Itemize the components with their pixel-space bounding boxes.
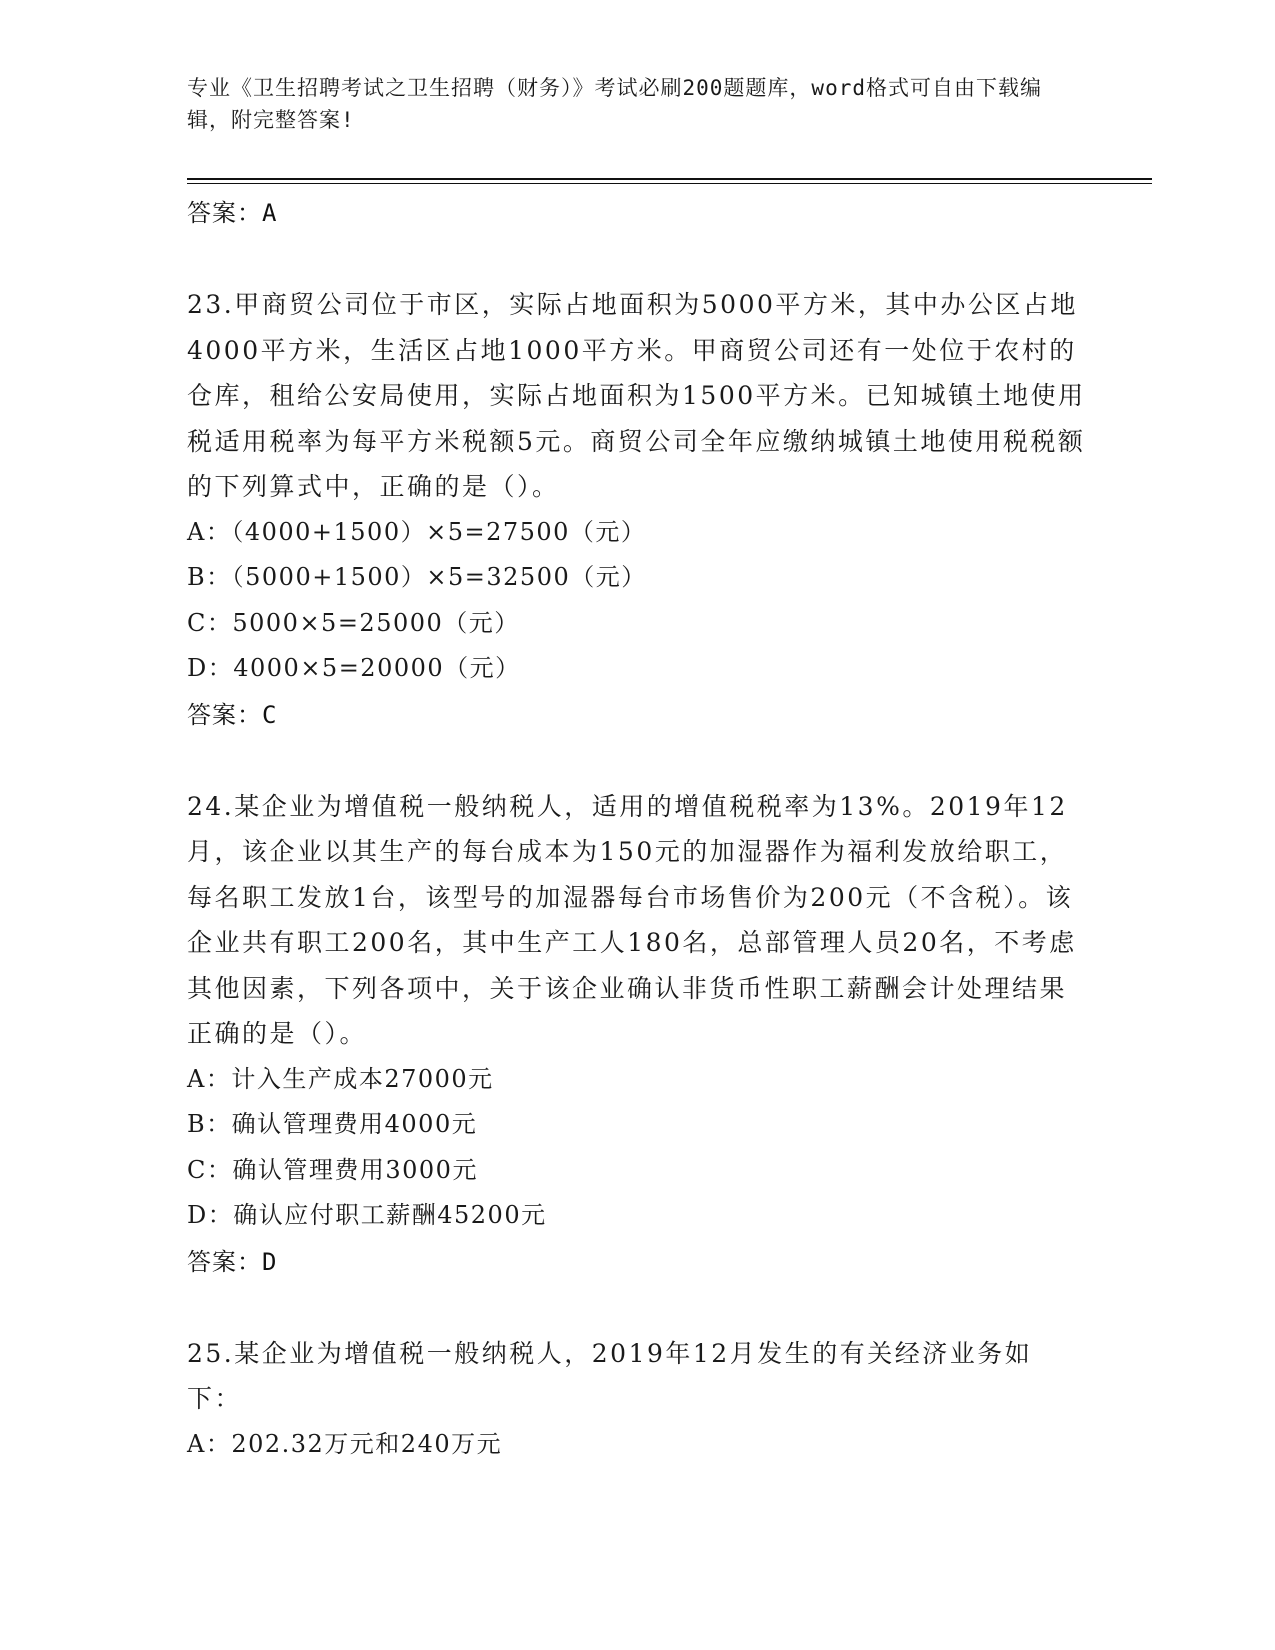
question-text: 25.某企业为增值税一般纳税人，2019年12月发生的有关经济业务如下： <box>187 1338 1033 1413</box>
option-b: B：（5000+1500）×5=32500（元） <box>187 563 647 591</box>
header-divider-thin <box>187 183 1152 184</box>
option-d: D：确认应付职工薪酬45200元 <box>187 1201 547 1229</box>
option-b: B：确认管理费用4000元 <box>187 1110 478 1138</box>
option-a: A：（4000+1500）×5=27500（元） <box>187 517 647 546</box>
option-a: A：202.32万元和240万元 <box>187 1429 503 1458</box>
question-25 <box>187 1331 1087 1468</box>
option-d: D：4000×5=20000（元） <box>187 654 521 682</box>
option-c: C：确认管理费用3000元 <box>187 1155 478 1184</box>
question-list <box>187 190 1087 1467</box>
question-text: 24.某企业为增值税一般纳税人，适用的增值税税率为13%。2019年12月，该企业以其生产的每台成本为150元的加湿器作为福利发放给职工，每名职工发放1台，该型号的加湿器每台市场售价为200元（不含税）。该企业共有职工200名，其中生产工人180名，总部管理人员20名，不考虑其他因素，下列各项中，关于该企业确认非货币性职工薪酬会计处理结果正确的是（）。 <box>187 791 1077 1048</box>
answer-q22: 答案：A <box>187 199 278 227</box>
question-23 <box>187 282 1087 738</box>
question-text: 23.甲商贸公司位于市区，实际占地面积为5000平方米，其中办公区占地4000平方米，生活区占地1000平方米。甲商贸公司还有一处位于农村的仓库，租给公安局使用，实际占地面积为1500平方米。已知城镇土地使用税适用税率为每平方米税额5元。商贸公司全年应缴纳城镇土地使用税税额的下列算式中，正确的是（）。 <box>187 290 1086 501</box>
answer-q24: 答案：D <box>187 1247 278 1276</box>
option-c: C：5000×5=25000（元） <box>187 608 520 637</box>
option-a: A：计入生产成本27000元 <box>187 1064 494 1093</box>
header-divider <box>187 178 1152 180</box>
answer-q23: 答案：C <box>187 700 278 729</box>
question-24 <box>187 784 1087 1285</box>
page-header: 专业《卫生招聘考试之卫生招聘（财务）》考试必刷200题题库，word格式可自由下载编辑，附完整答案! <box>187 76 1042 132</box>
